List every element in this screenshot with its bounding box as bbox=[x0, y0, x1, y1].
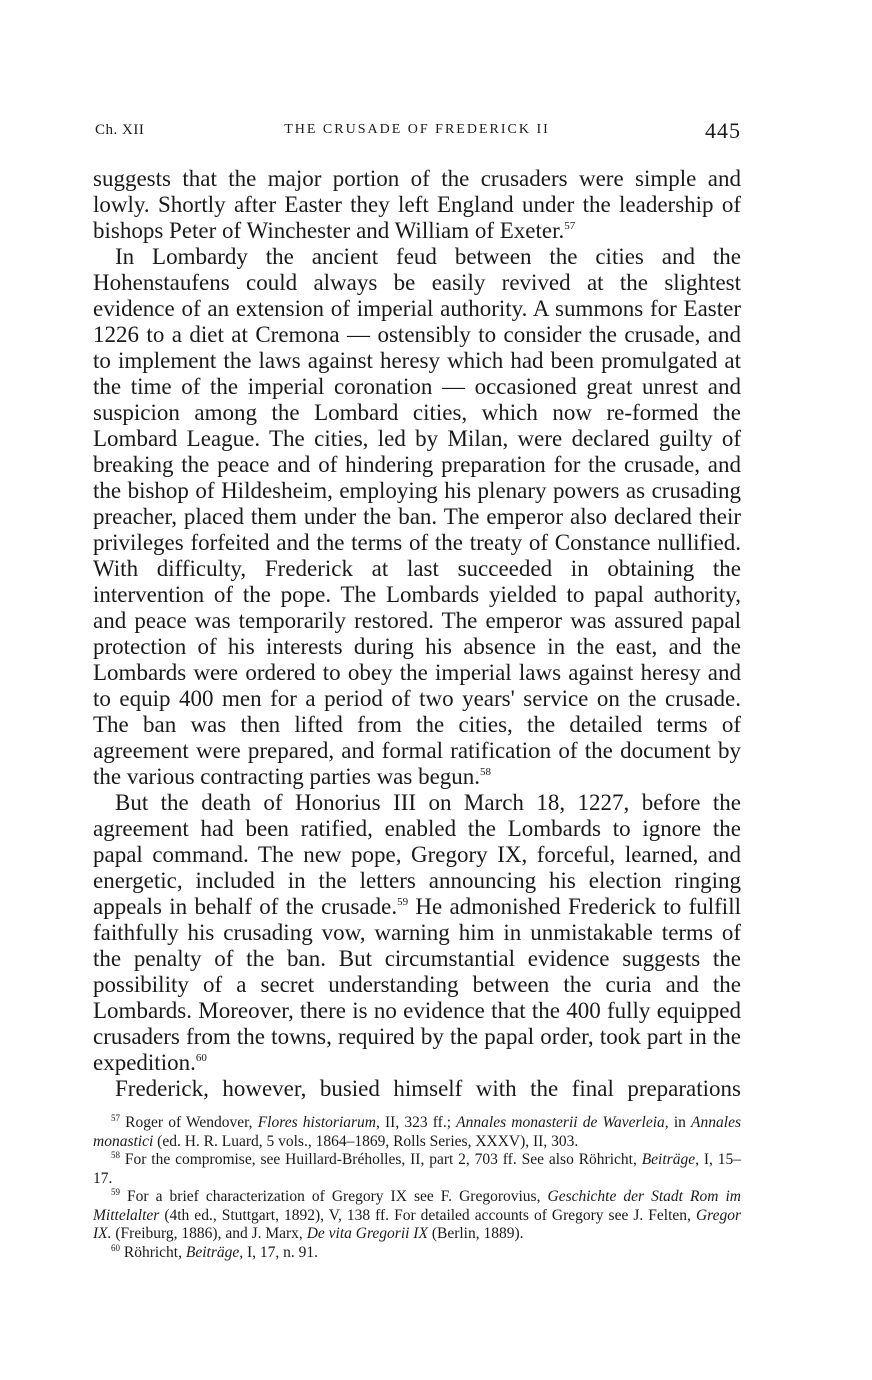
footnote-title: Beiträge, bbox=[185, 1243, 244, 1261]
footnote-60 bbox=[93, 1244, 741, 1263]
footnote-text: in bbox=[668, 1114, 692, 1131]
paragraph-text: He admonished Frederick to fulfill faithfully his crusading vow, warning him in unmistakable terms of the penalty of the ban. But circumstantial evidence suggests the possibility of a secret understanding between the curia and the Lombards. Moreover, there is no evidence that the 400 fully equipped crusaders from the towns, required by the papal order, took part in the expedition. bbox=[93, 894, 741, 1075]
footnote-reference: 59 bbox=[397, 896, 409, 908]
footnote-text: For the compromise, see Huillard-Bréholles, II, part 2, 703 ff. See also Röhricht, bbox=[120, 1151, 642, 1168]
running-head bbox=[93, 118, 741, 150]
paragraph-text: In Lombardy the ancient feud between the cities and the Hohenstaufens could always be easily revived at the slightest evidence of an extension of imperial authority. A summons for Easter 1226 to a diet at Cremona — ostensibly to consider the crusade, and to implement the laws against heresy which had been promulgated at the time of the imperial coronation — occasioned great unrest and suspicion among the Lombard cities, which now re-formed the Lombard League. The cities, led by Milan, were declared guilty of breaking the peace and of hindering preparation for the crusade, and the bishop of Hildesheim, employing his plenary powers as crusading preacher, placed them under the ban. The emperor also declared their privileges forfeited and the terms of the treaty of Constance nullified. With difficulty, Frederick at last succeeded in obtaining the intervention of the pope. The Lombards yielded to papal authority, and peace was temporarily restored. The emperor was assured papal protection of his interests during his absence in the east, and the Lombards were ordered to obey the imperial laws against heresy and to equip 400 men for a period of two years' service on the crusade. The ban was then lifted from the cities, the detailed terms of agreement were prepared, and formal ratification of the document by the various contracting parties was begun. bbox=[93, 244, 741, 789]
footnote-text: II, 323 ff.; bbox=[379, 1114, 457, 1131]
paragraph bbox=[93, 790, 741, 1076]
main-text bbox=[93, 166, 741, 1102]
footnote-number: 60 bbox=[111, 1242, 120, 1253]
footnote-reference: 60 bbox=[195, 1052, 207, 1064]
footnote-reference: 58 bbox=[480, 766, 492, 778]
footnote-text: (Freiburg, 1886), and J. Marx, bbox=[111, 1225, 307, 1242]
footnote-title: Flores historiarum, bbox=[257, 1114, 380, 1131]
page-number: 445 bbox=[705, 118, 741, 143]
footnote-title: Annales monastici bbox=[93, 1114, 741, 1150]
footnote-text: I, 15–17. bbox=[93, 1151, 741, 1187]
footnote-number: 58 bbox=[111, 1150, 120, 1160]
paragraph bbox=[93, 244, 741, 790]
footnote-number: 57 bbox=[111, 1113, 120, 1123]
footnote-title: Beiträge, bbox=[641, 1151, 699, 1168]
footnote-title: Annales monasterii de Waverleia, bbox=[456, 1114, 669, 1131]
footnote-reference: 57 bbox=[564, 220, 576, 232]
footnote-58 bbox=[93, 1151, 741, 1188]
footnote-57 bbox=[93, 1114, 741, 1151]
running-title: THE CRUSADE OF FREDERICK II bbox=[284, 122, 550, 137]
paragraph-text: suggests that the major portion of the crusaders were simple and lowly. Shortly after Easter they left England under the leadership of bishops Peter of Winchester and William of Exeter. bbox=[93, 166, 741, 243]
footnotes bbox=[93, 1114, 741, 1262]
footnote-number: 59 bbox=[111, 1187, 120, 1197]
footnote-text: (ed. H. R. Luard, 5 vols., 1864–1869, Rolls Series, XXXV), II, 303. bbox=[153, 1132, 579, 1150]
footnote-59 bbox=[93, 1188, 741, 1244]
footnote-title: De vita Gregorii IX bbox=[306, 1225, 428, 1242]
footnote-text: Röhricht, bbox=[120, 1243, 186, 1261]
paragraph bbox=[93, 1076, 741, 1102]
paragraph-text: Frederick, however, busied himself with the final preparations bbox=[115, 1076, 741, 1101]
paragraph bbox=[93, 166, 741, 244]
footnote-title: Geschichte der Stadt Rom im Mittelalter bbox=[93, 1188, 741, 1224]
chapter-label: Ch. XII bbox=[95, 122, 145, 138]
footnote-text: For a brief characterization of Gregory IX see F. Gregorovius, bbox=[120, 1188, 548, 1205]
footnote-title: Gregor IX. bbox=[93, 1206, 741, 1242]
book-page bbox=[93, 118, 741, 1262]
footnote-text: (4th ed., Stuttgart, 1892), V, 138 ff. For detailed accounts of Gregory see J. Felten, bbox=[159, 1206, 696, 1224]
footnote-text: I, 17, n. 91. bbox=[243, 1243, 319, 1261]
footnote-text: Roger of Wendover, bbox=[120, 1114, 258, 1131]
paragraph-text: But the death of Honorius III on March 18, 1227, before the agreement had been ratified, enabled the Lombards to ignore the papal command. The new pope, Gregory IX, forceful, learned, and energetic, included in the letters announcing his election ringing appeals in behalf of the crusade. bbox=[93, 790, 741, 919]
footnote-text: (Berlin, 1889). bbox=[427, 1225, 524, 1242]
